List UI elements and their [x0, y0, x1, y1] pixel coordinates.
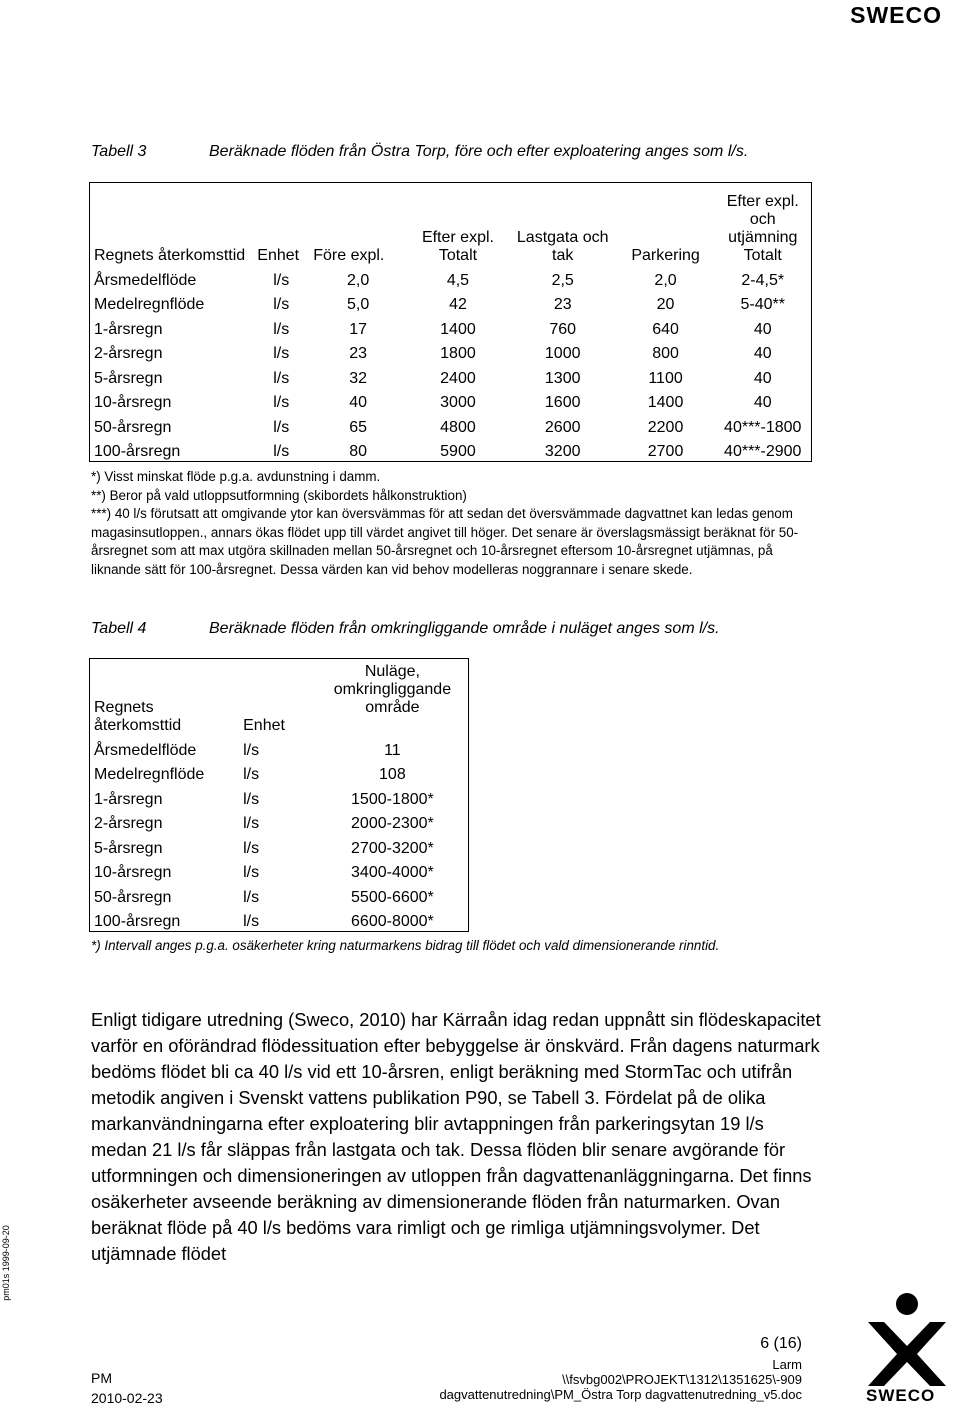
table4-cell: 5-årsregn	[94, 839, 163, 857]
table4-cell: l/s	[243, 888, 260, 906]
sweco-logo-top: SWECO	[850, 2, 942, 28]
table4-header-cell: Regnets återkomsttid	[94, 699, 182, 734]
table3-cell: l/s	[273, 369, 290, 387]
table4-cell: 3400-4000*	[351, 864, 434, 881]
table3-label: Tabell 3	[91, 143, 147, 160]
table4-row	[90, 735, 469, 760]
table4-cell: 2-årsregn	[94, 815, 163, 832]
table3-cell: 1400	[440, 320, 476, 338]
table4-cell: Årsmedelflöde	[94, 741, 197, 759]
table4-cell: 6600-8000*	[351, 913, 434, 930]
table3-cell: 100-årsregn	[94, 443, 181, 460]
table3-cell: 800	[652, 345, 679, 362]
table4-cell: 11	[384, 741, 401, 759]
table3-cell: 40	[753, 345, 772, 362]
table3-cell: 40***-2900	[724, 443, 802, 460]
table3-cell: l/s	[273, 296, 290, 313]
table4-row	[90, 858, 469, 883]
table4	[89, 658, 469, 932]
table3-header-cell: Efter expl. Totalt	[421, 229, 494, 264]
table3-caption: Beräknade flöden från Östra Torp, före och efter exploatering anges som l/s.	[209, 143, 749, 160]
table3-cell: l/s	[273, 394, 290, 411]
side-margin-text: pm01s 1999-09-20	[0, 1225, 11, 1301]
table3-row	[90, 412, 812, 437]
table3-cell: 3000	[440, 394, 476, 411]
table3-row	[90, 265, 812, 290]
footer-path-1: \\fsvbg002\PROJEKT\1312\1351625\-909	[562, 1372, 802, 1387]
table4-cell: 108	[379, 766, 406, 783]
table3-header-cell: Efter expl. och utjämning Totalt	[726, 193, 799, 264]
table3-row	[90, 290, 812, 315]
table3-cell: 32	[349, 369, 368, 387]
table4-cell: l/s	[243, 741, 260, 759]
table3-header-cell: Regnets återkomsttid	[94, 247, 246, 264]
sweco-logo-bottom	[862, 1290, 952, 1405]
table3-cell: 5900	[440, 443, 476, 460]
table3-cell: 2,0	[654, 271, 677, 289]
table3	[89, 182, 812, 462]
footer-path-2: dagvattenutredning\PM_Östra Torp dagvattenutredning_v5.doc	[439, 1387, 802, 1402]
table3-cell: 40	[753, 369, 772, 387]
table4-row	[90, 784, 469, 809]
table3-cell: 17	[349, 320, 368, 338]
footer-left	[91, 1368, 163, 1408]
table3-body	[90, 265, 812, 462]
table4-cell: Medelregnflöde	[94, 766, 205, 783]
table3-cell: l/s	[273, 271, 290, 289]
table3-header-cell: Parkering	[631, 247, 700, 264]
table4-cell: l/s	[243, 815, 260, 832]
table3-row	[90, 363, 812, 388]
table3-cell: 5,0	[347, 296, 370, 313]
table3-cell: 40	[753, 320, 772, 338]
footer-right	[439, 1336, 802, 1402]
body-paragraph: Enligt tidigare utredning (Sweco, 2010) har Kärraån idag redan uppnått sin flödeskapacitet varför en oförändrad flödessituation efter bebyggelse är önskvärd. Från dagens naturmark bedöms flödet bli ca 40 l/s vid ett 10-årsren, enligt beräkning med StormTac och utifrån metodik angiven i Svenskt vattens publikation P90, se Tabell 3. Fördelat på de olika markanvändningarna efter exploatering blir avtappningen från parkeringsytan 19 l/s medan 21 l/s får släppas från lastgata och tak. Dessa flöden blir senare avgörande för utformningen och dimensioneringen av utloppen från dagvattenanläggningarna. Det finns osäkerheter avseende beräkning av dimensionerande flöden från naturmarken. Ovan beräknat flöde på 40 l/s bedöms vara rimligt och ge rimliga utjämningsvolymer. Det utjämnade flödet	[91, 1009, 821, 1264]
table3-cell: l/s	[273, 443, 290, 460]
table4-row	[90, 833, 469, 858]
table3-cell: 42	[449, 296, 467, 313]
table3-cell: 2,0	[347, 271, 370, 289]
table3-notes	[91, 468, 821, 579]
sweco-logo-bottom-text: SWECO	[866, 1386, 936, 1405]
table4-cell: 1-årsregn	[94, 790, 163, 808]
table3-header-row	[90, 183, 812, 266]
table3-cell: 1300	[544, 369, 581, 387]
table3-cell: 1000	[544, 345, 581, 362]
table3-cell: 4,5	[446, 271, 470, 289]
table3-cell: 5-40**	[740, 296, 785, 313]
table3-cell: 1800	[440, 345, 476, 362]
table4-cell: l/s	[243, 766, 260, 783]
table3-row	[90, 388, 812, 413]
table4-header-cell: Nuläge, omkringliggande område	[333, 663, 452, 716]
table3-cell: 2,5	[551, 271, 574, 289]
table3-cell: 2-4,5*	[741, 271, 785, 289]
table3-cell: l/s	[273, 418, 290, 436]
table4-caption: Beräknade flöden från omkringliggande område i nuläget anges som l/s.	[209, 620, 720, 637]
table3-cell: 5-årsregn	[94, 369, 163, 387]
table4-note: *) Intervall anges p.g.a. osäkerheter kring naturmarkens bidrag till flödet och vald dimensionerande rinntid.	[91, 938, 720, 953]
table3-cell: 2600	[544, 418, 581, 436]
table4-row	[90, 882, 469, 907]
table3-cell: 1400	[647, 394, 684, 411]
table3-header-cell: Före expl.	[313, 247, 385, 264]
table4-cell: 100-årsregn	[94, 913, 181, 930]
table4-row	[90, 760, 469, 785]
table4-cell: l/s	[243, 839, 260, 857]
table3-cell: 4800	[440, 418, 476, 436]
table3-note: ***) 40 l/s förutsatt att omgivande ytor kan översvämmas för att sedan det översvämmade dagvattnet kan ledas genom magasinsutloppen., annars ökas flödet upp till värdet angivet till höger. Det senare är överslagsmässigt beräknat för 50-årsregnet som att max utgöra skillnaden mellan 50-årsregnet och 10-årsregnet eftersom 10-årsregnet utjämnas, på liknande sätt för 100-årsregnet. Dessa värden kan vid behov modelleras noggrannare i senare skede.	[91, 506, 799, 577]
table4-header-cell: Enhet	[243, 717, 285, 734]
table4-cell: l/s	[243, 790, 260, 808]
table3-row	[90, 314, 812, 339]
table3-cell: 1100	[648, 369, 683, 387]
table3-cell: Årsmedelflöde	[94, 271, 197, 289]
table3-cell: 65	[349, 418, 368, 436]
table4-body	[90, 735, 469, 932]
table4-cell: 2000-2300*	[351, 815, 434, 832]
table3-cell: l/s	[273, 320, 290, 338]
table3-row	[90, 437, 812, 462]
table3-cell: 1600	[544, 394, 581, 411]
table4-cell: l/s	[243, 864, 260, 881]
footer-author: PM	[91, 1370, 112, 1386]
table3-header-cell: Enhet	[257, 247, 300, 264]
table4-header-row	[90, 659, 469, 736]
table3-cell: 3200	[544, 443, 581, 460]
table3-cell: l/s	[273, 345, 290, 362]
table3-note: **) Beror på vald utloppsutformning (skibordets hålkonstruktion)	[91, 487, 467, 503]
table3-cell: 760	[549, 320, 577, 338]
footer-date: 2010-02-23	[91, 1390, 163, 1406]
table3-cell: 23	[349, 345, 368, 362]
table4-row	[90, 809, 469, 834]
table3-cell: 10-årsregn	[94, 394, 172, 411]
table4-cell: 10-årsregn	[94, 864, 172, 881]
table3-cell: 40***-1800	[724, 418, 802, 436]
table3-cell: 50-årsregn	[94, 418, 172, 436]
table3-cell: 23	[553, 296, 572, 313]
table3-cell: 2200	[647, 418, 684, 436]
table3-cell: 80	[349, 443, 368, 460]
table3-cell: 40	[349, 394, 368, 411]
footer-doc-type: Larm	[772, 1357, 802, 1372]
table4-cell: 2700-3200*	[351, 839, 434, 857]
table3-cell: 20	[656, 296, 675, 313]
table4-cell: 1500-1800*	[351, 790, 434, 808]
table3-header-cell: Lastgata och tak	[516, 229, 609, 264]
table3-note: *) Visst minskat flöde p.g.a. avdunstning i damm.	[91, 469, 381, 484]
table3-cell: 2-årsregn	[94, 345, 163, 362]
table3-cell: 2400	[440, 369, 476, 387]
table4-cell: l/s	[243, 913, 260, 930]
table4-row	[90, 907, 469, 932]
page-number: 6 (16)	[760, 1335, 802, 1352]
table3-row	[90, 339, 812, 364]
table4-cell: 50-årsregn	[94, 888, 172, 906]
table3-cell: 1-årsregn	[94, 320, 163, 338]
table4-cell: 5500-6600*	[351, 888, 434, 906]
table3-cell: Medelregnflöde	[94, 296, 205, 313]
table4-label: Tabell 4	[91, 620, 147, 637]
table3-cell: 640	[652, 320, 679, 338]
table3-cell: 40	[753, 394, 772, 411]
table3-cell: 2700	[647, 443, 684, 460]
